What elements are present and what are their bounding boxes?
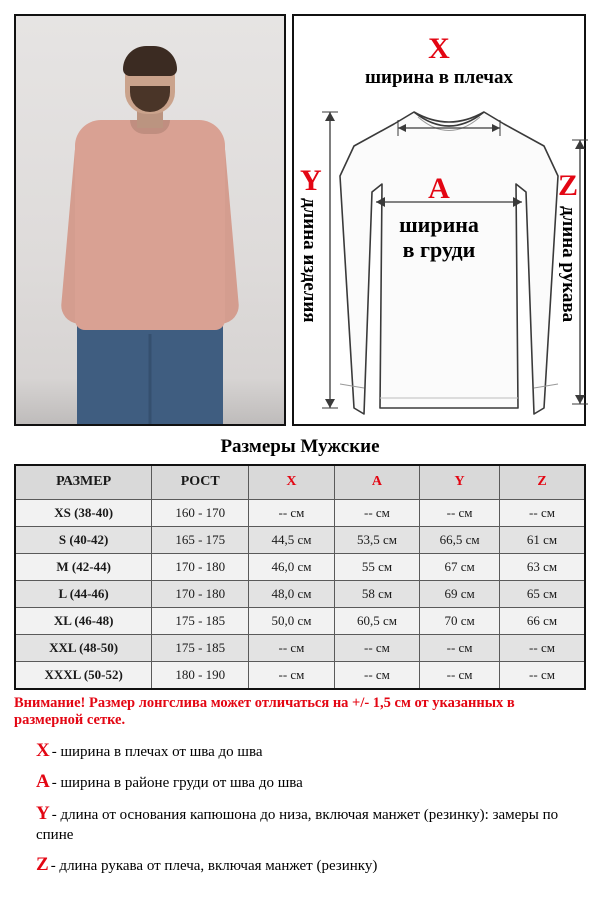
cell-a: -- см xyxy=(334,661,420,689)
cell-height: 170 - 180 xyxy=(152,553,249,580)
diagram-label-a: A xyxy=(428,172,450,205)
column-header-z: Z xyxy=(499,465,585,499)
diagram-caption-x: ширина в плечах xyxy=(365,67,513,88)
column-header-height: РОСТ xyxy=(152,465,249,499)
legend-item-x xyxy=(36,739,586,763)
diagram-label-y: Y xyxy=(300,164,322,197)
cell-z: -- см xyxy=(499,499,585,526)
cell-height: 175 - 185 xyxy=(152,634,249,661)
cell-size: XXXL (50-52) xyxy=(15,661,152,689)
cell-z: -- см xyxy=(499,661,585,689)
cell-z: -- см xyxy=(499,634,585,661)
table-head xyxy=(15,465,585,499)
cell-y: 66,5 см xyxy=(420,526,500,553)
size-table xyxy=(14,464,586,690)
cell-x: -- см xyxy=(249,634,335,661)
cell-size: XS (38-40) xyxy=(15,499,152,526)
cell-a: 58 см xyxy=(334,580,420,607)
cell-x: 44,5 см xyxy=(249,526,335,553)
legend-item-z xyxy=(36,853,586,877)
cell-x: -- см xyxy=(249,499,335,526)
table-row xyxy=(15,661,585,689)
cell-a: -- см xyxy=(334,634,420,661)
cell-size: XXL (48-50) xyxy=(15,634,152,661)
cell-x: 46,0 см xyxy=(249,553,335,580)
warning-text: Внимание! Размер лонгслива может отличаться на +/- 1,5 см от указанных в размерной сетке. xyxy=(14,694,515,728)
product-photo xyxy=(14,14,286,426)
table-body xyxy=(15,499,585,689)
cell-size: S (40-42) xyxy=(15,526,152,553)
cell-size: L (44-46) xyxy=(15,580,152,607)
diagram-caption-z: длина рукава xyxy=(558,206,579,323)
table-row xyxy=(15,526,585,553)
diagram-caption-a-line1: ширина xyxy=(399,212,479,237)
cell-y: -- см xyxy=(420,661,500,689)
cell-size: XL (46-48) xyxy=(15,607,152,634)
cell-z: 63 см xyxy=(499,553,585,580)
cell-y: 67 см xyxy=(420,553,500,580)
cell-a: 53,5 см xyxy=(334,526,420,553)
legend-key-x: X xyxy=(36,739,50,761)
column-header-x: X xyxy=(249,465,335,499)
legend-text-a: - ширина в районе груди от шва до шва xyxy=(51,775,303,792)
cell-a: 55 см xyxy=(334,553,420,580)
legend-text-z: - длина рукава от плеча, включая манжет (резинку) xyxy=(50,857,378,874)
table-row xyxy=(15,607,585,634)
cell-y: -- см xyxy=(420,499,500,526)
table-row xyxy=(15,553,585,580)
cell-x: 48,0 см xyxy=(249,580,335,607)
diagram-caption-a-line2: в груди xyxy=(402,237,476,263)
cell-height: 175 - 185 xyxy=(152,607,249,634)
legend-item-y xyxy=(36,802,586,845)
cell-z: 66 см xyxy=(499,607,585,634)
table-row xyxy=(15,634,585,661)
table-row xyxy=(15,499,585,526)
legend-key-y: Y xyxy=(36,803,50,825)
measurement-diagram xyxy=(292,14,586,426)
top-section xyxy=(14,14,586,426)
cell-a: -- см xyxy=(334,499,420,526)
cell-z: 61 см xyxy=(499,526,585,553)
photo-jeans xyxy=(77,316,223,426)
table-header-row xyxy=(15,465,585,499)
column-header-size: РАЗМЕР xyxy=(15,465,152,499)
legend xyxy=(14,739,586,877)
cell-z: 65 см xyxy=(499,580,585,607)
diagram-label-x: X xyxy=(428,32,450,65)
cell-y: 69 см xyxy=(420,580,500,607)
column-header-a: A xyxy=(334,465,420,499)
cell-height: 160 - 170 xyxy=(152,499,249,526)
cell-height: 180 - 190 xyxy=(152,661,249,689)
cell-x: -- см xyxy=(249,661,335,689)
legend-item-a xyxy=(36,770,586,794)
legend-key-z: Z xyxy=(36,853,49,875)
legend-text-y: - длина от основания капюшона до низа, включая манжет (резинку): замеры по спине xyxy=(36,807,559,843)
cell-a: 60,5 см xyxy=(334,607,420,634)
diagram-label-z: Z xyxy=(557,169,578,202)
cell-x: 50,0 см xyxy=(249,607,335,634)
cell-y: -- см xyxy=(420,634,500,661)
legend-text-x: - ширина в плечах от шва до шва xyxy=(51,743,263,760)
cell-height: 170 - 180 xyxy=(152,580,249,607)
legend-key-a: A xyxy=(36,771,50,793)
table-title: Размеры Мужские xyxy=(220,436,380,457)
photo-longsleeve xyxy=(75,120,225,330)
diagram-caption-y: длина изделия xyxy=(299,198,320,323)
cell-y: 70 см xyxy=(420,607,500,634)
table-row xyxy=(15,580,585,607)
column-header-y: Y xyxy=(420,465,500,499)
cell-size: M (42-44) xyxy=(15,553,152,580)
diagram-caption-a xyxy=(399,212,479,263)
cell-height: 165 - 175 xyxy=(152,526,249,553)
